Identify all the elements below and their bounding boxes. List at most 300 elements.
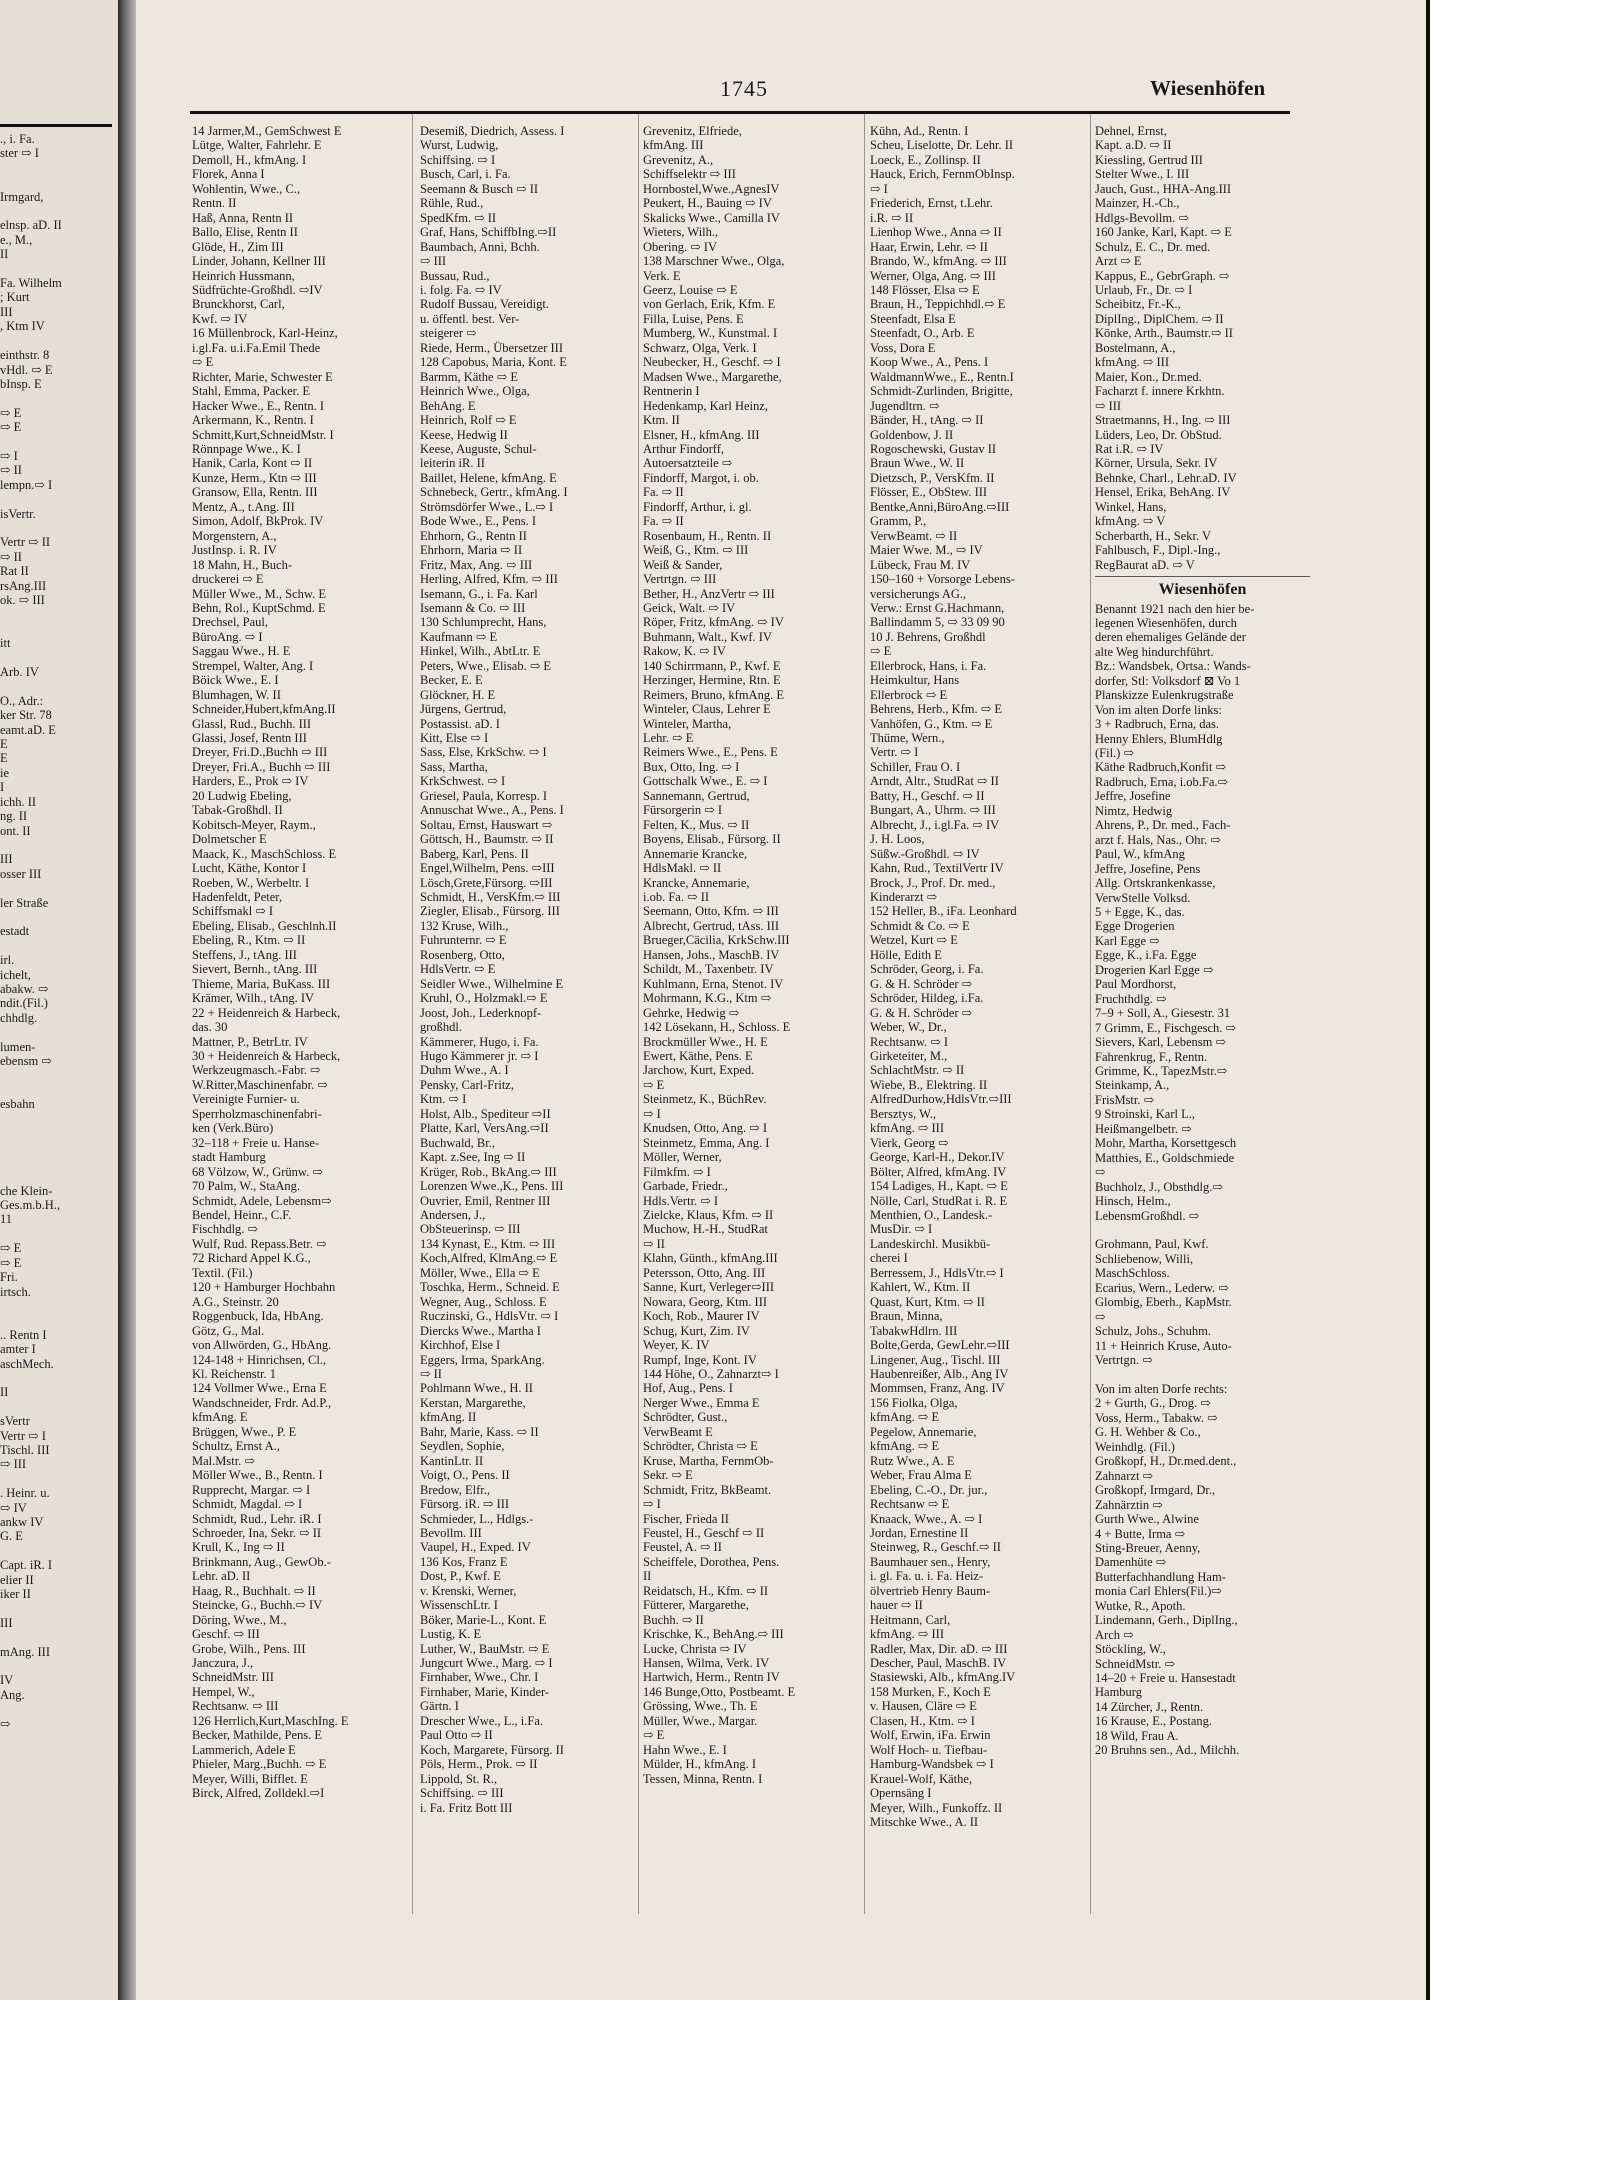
directory-entry: Findorff, Arthur, i. gl. [643,499,752,514]
directory-entry: Matthies, E., Goldschmiede [1095,1150,1235,1165]
directory-entry: WissenschLtr. I [420,1598,498,1613]
directory-entry: 9 Stroinski, Karl L., [1095,1107,1195,1122]
directory-entry: Meyer, Willi, Bifflet. E [192,1771,308,1786]
directory-entry: Weber, Frau Alma E [870,1468,972,1483]
directory-entry: Steincke, G., Buchh.⇨ IV [192,1598,323,1613]
directory-entry: Schmidt-Zurlinden, Brigitte, [870,384,1013,399]
directory-entry: Soltau, Ernst, Hauswart ⇨ [420,817,553,832]
directory-entry: 70 Palm, W., StaAng. [192,1179,300,1194]
column-divider [412,114,413,1914]
directory-entry: Gramm, P., [870,514,927,529]
directory-entry: Kiessling, Gertrud III [1095,152,1203,167]
directory-entry: Brockmüller Wwe., H. E [643,1034,768,1049]
directory-entry: Feustel, H., Geschf ⇨ II [643,1525,765,1540]
directory-entry: 138 Marschner Wwe., Olga, [643,254,785,269]
left-page-fragment [0,204,118,218]
directory-entry: Nowara, Georg, Ktm. III [643,1294,768,1309]
directory-entry: Andersen, J., [420,1207,486,1222]
left-page-fragment: osser III [0,866,42,881]
directory-entry: Isemann & Co. ⇨ III [420,600,526,615]
left-page-fragment: III [0,852,13,867]
directory-entry: Brinkmann, Aug., GewOb.- [192,1554,331,1569]
left-page-fragment: Vertr ⇨ I [0,1428,46,1443]
directory-entry: Mitschke Wwe., A. II [870,1815,979,1830]
book-binding [118,0,136,2000]
directory-entry: Radbruch, Erna, i.ob.Fa.⇨ [1095,774,1229,789]
directory-entry: 2 + Gurth, G., Drog. ⇨ [1095,1396,1211,1411]
directory-entry: Ahrens, P., Dr. med., Fach- [1095,818,1231,833]
directory-entry: Weinhdlg. (Fil.) [1095,1439,1175,1454]
directory-entry: 136 Kos, Franz E [420,1554,508,1569]
directory-entry: Schneider,Hubert,kfmAng.II [192,702,336,717]
directory-entry: Vierk, Georg ⇨ [870,1135,949,1150]
directory-entry: Müller Wwe., M., Schw. E [192,586,327,601]
directory-entry: Schliebenow, Willi, [1095,1251,1194,1266]
street-heading: Wiesenhöfen [1158,583,1247,598]
directory-entry: Hof, Aug., Pens. I [643,1381,733,1396]
left-page-fragment: ont. II [0,823,31,838]
directory-entry: Lingener, Aug., Tischl. III [870,1352,1001,1367]
directory-entry: Schmidt, Adele, Lebensm⇨ [192,1193,332,1208]
directory-entry: Hinkel, Wilh., AbtLtr. E [420,644,541,659]
directory-entry: Henny Ehlers, BlumHdlg [1095,731,1223,746]
directory-entry: Götz, G., Mal. [192,1323,265,1338]
directory-entry: Braun, H., Teppichhdl.⇨ E [870,297,1006,312]
directory-entry: Holst, Alb., Spediteur ⇨II [420,1106,551,1121]
directory-entry: Autoersatzteile ⇨ [643,456,733,471]
directory-entry: Kaufmann ⇨ E [420,629,498,644]
left-page-fragment [0,1083,118,1097]
directory-entry: Maier Wwe. M., ⇨ IV [870,543,983,558]
directory-entry: Filmkfm. ⇨ I [643,1164,711,1179]
directory-entry: Kerstan, Margarethe, [420,1395,526,1410]
left-page-fragment [0,1299,118,1313]
directory-entry: legenen Wiesenhöfen, durch [1095,615,1237,630]
directory-entry: 120 + Hamburger Hochbahn [192,1280,336,1295]
directory-entry: Janczura, J., [192,1656,254,1671]
left-page-fragment: sVertr [0,1414,30,1429]
directory-entry: Duhm Wwe., A. I [420,1063,509,1078]
directory-entry: G. & H. Schröder ⇨ [870,976,973,991]
directory-entry: Arndt, Altr., StudRat ⇨ II [870,774,999,789]
directory-entry: Werkzeugmasch.-Fabr. ⇨ [192,1063,321,1078]
directory-entry: Schiffsing. ⇨ III [420,1786,504,1801]
directory-entry: Möller, Wwe., Ella ⇨ E [420,1265,540,1280]
left-page-fragment: Fri. [0,1270,18,1285]
directory-entry: Süßw.-Großhdl. ⇨ IV [870,846,980,861]
directory-entry: Fürsorg. iR. ⇨ III [420,1497,510,1512]
directory-entry: Scherbarth, H., Sekr. V [1095,528,1212,543]
directory-entry: Koch,Alfred, KlmAng.⇨ E [420,1251,558,1266]
directory-entry: Elsner, H., kfmAng. III [643,427,760,442]
directory-entry: Nerger Wwe., Emma E [643,1395,760,1410]
directory-entry: Mohrmann, K.G., Ktm ⇨ [643,991,772,1006]
directory-entry: Ktm. II [643,413,680,428]
left-page-fragment: ndit.(Fil.) [0,996,48,1011]
directory-entry: Stasiewski, Alb., kfmAng.IV [870,1670,1016,1685]
directory-entry: Bostelmann, A., [1095,340,1176,355]
left-page-fragment: III [0,1615,13,1630]
directory-entry: Dolmetscher E [192,832,267,847]
directory-entry: Clasen, H., Ktm. ⇨ I [870,1713,975,1728]
directory-entry: kfmAng. ⇨ III [1095,355,1169,370]
directory-entry: Annuschat Wwe., A., Pens. I [420,803,564,818]
directory-entry: Heinrich, Rolf ⇨ E [420,413,517,428]
directory-entry: SchneidMstr. III [192,1670,274,1685]
directory-entry: Brueger,Cäcilia, KrkSchw.III [643,933,790,948]
directory-entry: Rönnpage Wwe., K. I [192,441,301,456]
directory-entry: großhdl. [420,1020,463,1035]
directory-entry: Blumhagen, W. II [192,687,281,702]
directory-entry: Skalicks Wwe., Camilla IV [643,210,780,225]
directory-entry: Fahrenkrug, F., Rentn. [1095,1049,1208,1064]
directory-entry: Behnke, Charl., Lehr.aD. IV [1095,470,1237,485]
directory-entry: Kahlert, W., Ktm. II [870,1280,971,1295]
directory-entry: Joost, Joh., Lederknopf- [420,1005,542,1020]
directory-entry: Bussau, Rud., [420,268,490,283]
directory-entry: 20 Bruhns sen., Ad., Milchh. [1095,1743,1240,1758]
directory-entry: v. Hausen, Cläre ⇨ E [870,1699,977,1714]
directory-entry: kfmAng. E [192,1410,248,1425]
directory-entry: Verw.: Ernst G.Hachmann, [870,600,1005,615]
directory-entry: Berressem, J., HdlsVtr.⇨ I [870,1265,1004,1280]
directory-entry: Butterfachhandlung Ham- [1095,1569,1226,1584]
left-page-fragment [0,838,118,852]
directory-entry: Hamburg-Wandsbek ⇨ I [870,1757,994,1772]
left-page-fragment: estadt [0,924,30,939]
directory-entry: Brunckhorst, Carl, [192,297,285,312]
directory-entry: KantinLtr. II [420,1453,484,1468]
directory-entry: Descher, Paul, MaschB. IV [870,1656,1007,1671]
directory-entry: Mentz, A., t.Ang. III [192,499,295,514]
left-page-fragment: E [0,737,8,752]
directory-entry: Bolte,Gerda, GewLehr.⇨III [870,1338,1010,1353]
directory-entry: u. öffentl. best. Ver- [420,311,520,326]
directory-entry: Luther, W., BauMstr. ⇨ E [420,1641,550,1656]
directory-entry: 156 Fiolka, Olga, [870,1395,958,1410]
directory-entry: Lösch,Grete,Fürsorg. ⇨III [420,875,553,890]
directory-entry: Lübeck, Frau M. IV [870,557,971,572]
directory-entry: Damenhüte ⇨ [1095,1555,1167,1570]
directory-entry: WaldmannWwe., E., Rentn.I [870,369,1014,384]
directory-entry: Hedenkamp, Karl Heinz, [643,398,768,413]
directory-entry: Ebeling, Elisab., Geschlnh.II [192,918,337,933]
directory-entry: Jeffre, Josefine [1095,789,1171,804]
directory-entry: Könke, Arth., Baumstr.⇨ II [1095,326,1233,341]
directory-entry: Grevenitz, Elfriede, [643,124,742,138]
left-page-fragment: ng. II [0,809,28,824]
directory-entry: Hinsch, Helm., [1095,1194,1171,1209]
left-page-fragment: ⇨ E [0,1255,22,1270]
left-page-fragment: irl. [0,953,15,968]
directory-entry: Kapt. a.D. ⇨ II [1095,138,1172,153]
directory-entry: Drogerien Karl Egge ⇨ [1095,962,1214,977]
left-page-fragment [0,1313,118,1327]
directory-entry: Brüggen, Wwe., P. E [192,1424,297,1439]
directory-entry: Krüger, Rob., BkAng.⇨ III [420,1164,557,1179]
left-page-fragment: irtsch. [0,1284,31,1299]
directory-entry: Schiffselektr ⇨ III [643,167,736,182]
page-number: 1745 [720,76,768,101]
left-page-fragment: Arb. IV [0,665,39,680]
left-page-fragment: ⇨ [0,1716,11,1731]
directory-entry: Hansen, Wilma, Verk. IV [643,1656,770,1671]
directory-entry: Schroeder, Ina, Sekr. ⇨ II [192,1525,322,1540]
directory-entry: Dreyer, Fri.D.,Buchh ⇨ III [192,745,328,760]
directory-entry: ken (Verk.Büro) [192,1121,274,1136]
left-page-fragment: elier II [0,1572,34,1587]
directory-entry: Isemann, G., i. Fa. Karl [420,586,538,601]
directory-entry: Nölle, Carl, StudRat i. R. E [870,1193,1008,1208]
directory-entry: v. Krenski, Werner, [420,1583,517,1598]
directory-entry: Hadenfeldt, Peter, [192,890,283,905]
left-page-fragment: ⇨ I [0,448,18,463]
directory-entry: Kruse, Martha, FernmOb- [643,1453,774,1468]
directory-entry: Arkermann, K., Rentn. I [192,413,314,428]
directory-entry: ⇨ E [643,1077,665,1092]
directory-entry: Schröder, Hildeg, i.Fa. [870,991,984,1006]
header-rule [190,111,1290,114]
directory-entry: Jeffre, Josefine, Pens [1095,861,1201,876]
directory-entry: Müller, Wwe., Margar. [643,1713,758,1728]
directory-entry: kfmAng. ⇨ III [870,1627,944,1642]
directory-entry: AlfredDurhow,HdlsVtr.⇨III [870,1092,1012,1107]
directory-entry: Schultz, Ernst A., [192,1439,280,1454]
directory-entry: Wutke, R., Apoth. [1095,1598,1186,1613]
directory-entry: Geick, Walt. ⇨ IV [643,600,736,615]
directory-entry: DiplIng., DiplChem. ⇨ II [1095,311,1224,326]
directory-entry: Arch ⇨ [1095,1627,1134,1642]
directory-entry: Krancke, Annemarie, [643,875,750,890]
directory-column-3 [643,124,859,1924]
directory-entry: Vanhöfen, G., Ktm. ⇨ E [870,716,993,731]
directory-entry: VerwStelle Volksd. [1095,890,1191,905]
directory-entry: Hugo Kämmerer jr. ⇨ I [420,1049,539,1063]
directory-entry: Hölle, Edith E [870,947,942,962]
directory-entry: Bevollm. III [420,1525,482,1540]
left-page-fragment [0,262,118,276]
directory-entry: versicherungs AG., [870,586,967,601]
directory-entry: Heimkultur, Hans [870,673,960,688]
left-page-fragment [0,1068,118,1082]
directory-entry: G. H. Wehber & Co., [1095,1425,1201,1440]
directory-entry: Kruhl, O., Holzmakl.⇨ E [420,991,548,1006]
directory-entry: Glöde, H., Zim III [192,239,284,254]
directory-entry: Seemann, Otto, Kfm. ⇨ III [643,904,779,919]
directory-entry: steigerer ⇨ [420,326,477,341]
directory-entry: Hempel, W., [192,1684,255,1699]
directory-entry: Seemann & Busch ⇨ II [420,181,539,196]
directory-entry: deren ehemaliges Gelände der [1095,630,1246,645]
directory-entry: Linder, Johann, Kellner III [192,254,326,269]
directory-entry: Bux, Otto, Ing. ⇨ I [643,759,740,774]
directory-entry: Fuhrunternr. ⇨ E [420,933,507,948]
directory-entry: J. H. Loos, [870,832,925,847]
directory-entry: Grobe, Wilh., Pens. III [192,1641,306,1656]
directory-entry: Böick Wwe., E. I [192,673,279,688]
left-page-fragment [0,492,118,506]
directory-entry: Hansen, Johs., MaschB. IV [643,947,780,962]
directory-entry: Wetzel, Kurt ⇨ E [870,933,958,948]
directory-entry: ⇨ I [870,181,888,196]
directory-entry: Heinrich Hussmann, [192,268,295,283]
directory-entry: Pöls, Herm., Prok. ⇨ II [420,1757,538,1772]
left-page-fragment [0,881,118,895]
directory-entry: Demoll, H., kfmAng. I [192,152,307,167]
directory-entry: 30 + Heidenreich & Harbeck, [192,1049,341,1063]
directory-entry: Bungart, A., Uhrm. ⇨ III [870,803,996,818]
directory-entry: Südfrüchte-Großhdl. ⇨IV [192,282,323,297]
directory-entry: Straetmanns, H., Ing. ⇨ III [1095,413,1231,428]
directory-entry [1095,1223,1310,1237]
directory-entry: Kühn, Ad., Rentn. I [870,124,969,138]
directory-entry: Steinkamp, A., [1095,1078,1170,1093]
directory-entry: Reidatsch, H., Kfm. ⇨ II [643,1583,769,1598]
directory-entry: Pohlmann Wwe., H. II [420,1381,533,1396]
directory-entry: Geschf. ⇨ III [192,1627,260,1642]
directory-entry: Wiebe, B., Elektring. II [870,1077,988,1092]
directory-entry: Steffens, J., tAng. III [192,947,297,962]
directory-entry: Kl. Reichenstr. 1 [192,1366,277,1381]
directory-entry: Diercks Wwe., Martha I [420,1323,541,1338]
directory-entry: Ebeling, C.-O., Dr. jur., [870,1482,988,1497]
directory-entry: Braun Wwe., W. II [870,456,965,471]
directory-entry: Opernsäng I [870,1786,932,1801]
directory-entry: Hanik, Carla, Kont ⇨ II [192,456,313,471]
directory-entry: Rat i.R. ⇨ IV [1095,441,1164,456]
directory-entry: Landeskirchl. Musikbü- [870,1236,991,1251]
directory-entry: Planskizze Eulenkrugstraße [1095,688,1234,703]
directory-entry: 142 Lösekann, H., Schloss. E [643,1020,791,1035]
directory-entry: Heinrich Wwe., Olga, [420,384,530,399]
directory-entry: Lorenzen Wwe.,K., Pens. III [420,1179,564,1194]
left-page-fragment: II [0,247,9,262]
directory-entry: 14 Jarmer,M., GemSchwest E [192,124,342,138]
directory-entry: Paul Mordhorst, [1095,977,1177,992]
directory-entry: Arzt ⇨ E [1095,254,1142,269]
left-page-fragment: ⇨ II [0,549,22,564]
left-page-fragment: ⇨ IV [0,1500,27,1515]
directory-entry: stadt Hamburg [192,1150,266,1165]
directory-entry: hauer ⇨ II [870,1598,923,1613]
directory-entry: 154 Ladiges, H., Kapt. ⇨ E [870,1179,1008,1194]
directory-entry: 18 Mahn, H., Buch- [192,557,292,572]
directory-entry: 152 Heller, B., iFa. Leonhard [870,904,1017,919]
directory-entry: Kämmerer, Hugo, i. Fa. [420,1034,539,1049]
directory-entry: Becker, E. E [420,673,483,688]
directory-entry: Annemarie Krancke, [643,846,748,861]
directory-entry: A.G., Steinstr. 20 [192,1294,279,1309]
directory-entry: Gärtn. I [420,1699,459,1714]
directory-entry: 140 Schirrmann, P., Kwf. E [643,658,781,673]
directory-entry: Bz.: Wandsbek, Ortsa.: Wands- [1095,659,1251,674]
left-page-fragment: ⇨ E [0,405,22,420]
directory-entry: Fritz, Max, Ang. ⇨ III [420,557,533,572]
directory-entry: Feustel, A. ⇨ II [643,1540,722,1555]
directory-entry: MusDir. ⇨ I [870,1222,933,1237]
left-page-fragment: ichh. II [0,794,37,809]
directory-entry: Behn, Rol., KuptSchmd. E [192,600,326,615]
left-page-fragment: ⇨ III [0,1457,27,1472]
directory-entry: Ellerbrock ⇨ E [870,687,948,702]
directory-entry: von Gerlach, Erik, Kfm. E [643,297,776,312]
directory-entry: Gransow, Ella, Rentn. III [192,485,318,500]
directory-entry: Buhmann, Walt., Kwf. IV [643,629,772,644]
directory-entry: Hensel, Erika, BehAng. IV [1095,485,1231,500]
directory-entry: Fa. ⇨ II [643,485,684,500]
directory-entry: Lucke, Christa ⇨ IV [643,1641,747,1656]
directory-entry: 130 Schlumprecht, Hans, [420,615,547,630]
directory-entry: Schmitt,Kurt,SchneidMstr. I [192,427,334,442]
directory-entry: Drescher Wwe., L., i.Fa. [420,1713,543,1728]
left-page-fragment: Vertr ⇨ II [0,535,51,550]
left-page-fragment: ichelt, [0,967,31,982]
directory-entry: BüroAng. ⇨ I [192,629,263,644]
directory-entry: Jauch, Gust., HHA-Ang.III [1095,181,1232,196]
left-page-fragment [0,1400,118,1414]
directory-entry: ⇨ III [420,254,447,269]
directory-entry: Rogoschewski, Gustav II [870,441,997,456]
directory-entry: Seydlen, Sophie, [420,1439,505,1454]
directory-entry: Grevenitz, A., [643,152,714,167]
directory-entry: Muchow, H.-H., StudRat [643,1222,768,1237]
directory-entry: Klahn, Günth., kfmAng.III [643,1251,778,1266]
directory-entry: Lehr. ⇨ E [643,731,694,746]
directory-entry: Von im alten Dorfe links: [1095,702,1222,717]
directory-entry: Knaack, Wwe., A. ⇨ I [870,1511,983,1526]
directory-entry: 124-148 + Hinrichsen, Cl., [192,1352,327,1367]
left-page-fragment [0,1227,118,1241]
directory-entry: MaschSchloss. [1095,1266,1170,1281]
directory-entry: Facharzt f. innere Krkhtn. [1095,384,1225,399]
left-page-fragment: ker Str. 78 [0,708,52,723]
directory-entry: i.ob. Fa. ⇨ II [643,890,710,905]
directory-entry: 7 Grimm, E., Fischgesch. ⇨ [1095,1020,1237,1035]
directory-entry: alte Weg hindurchführt. [1095,644,1214,659]
directory-entry: Glöckner, H. E [420,687,496,702]
column-divider [1090,114,1091,1914]
directory-entry: Ewert, Käthe, Pens. E [643,1049,753,1063]
directory-entry: Batty, H., Geschf. ⇨ II [870,788,985,803]
left-page-fragment: isVertr. [0,506,36,521]
left-page-edge [0,0,118,2000]
left-page-fragment [0,679,118,693]
directory-entry: Engel,Wilhelm, Pens. ⇨III [420,861,555,876]
directory-entry: Zahnarzt ⇨ [1095,1468,1154,1483]
left-page-fragment: G. E [0,1529,23,1544]
directory-entry: Schildt, M., Taxenbetr. IV [643,962,774,977]
directory-entry: Schröder, Georg, i. Fa. [870,962,984,977]
directory-entry: Obering. ⇨ IV [643,239,717,254]
directory-entry: Meyer, Wilh., Funkoffz. II [870,1800,1003,1815]
directory-entry: ⇨ E [870,644,892,659]
directory-entry: 148 Flösser, Elsa ⇨ E [870,282,980,297]
directory-entry: Voss, Dora E [870,340,936,355]
left-page-fragment [0,622,118,636]
directory-entry: Maier, Kon., Dr.med. [1095,369,1202,384]
left-page-fragment: .. Rentn I [0,1327,47,1342]
directory-entry: Keese, Auguste, Schul- [420,441,537,456]
directory-entry: Wolf Hoch- u. Tiefbau- [870,1742,988,1757]
directory-entry: i. folg. Fa. ⇨ IV [420,282,502,297]
directory-entry: Kwf. ⇨ IV [192,311,248,326]
directory-entry: Herling, Alfred, Kfm. ⇨ III [420,572,558,587]
directory-entry: Scheu, Liselotte, Dr. Lehr. II [870,138,1014,153]
left-page-fragments [0,132,118,1731]
directory-entry: Dreyer, Fri.A., Buchh ⇨ III [192,759,331,774]
directory-entry: Glassi, Josef, Rentn III [192,731,307,746]
left-page-fragment: O., Adr.: [0,693,44,708]
